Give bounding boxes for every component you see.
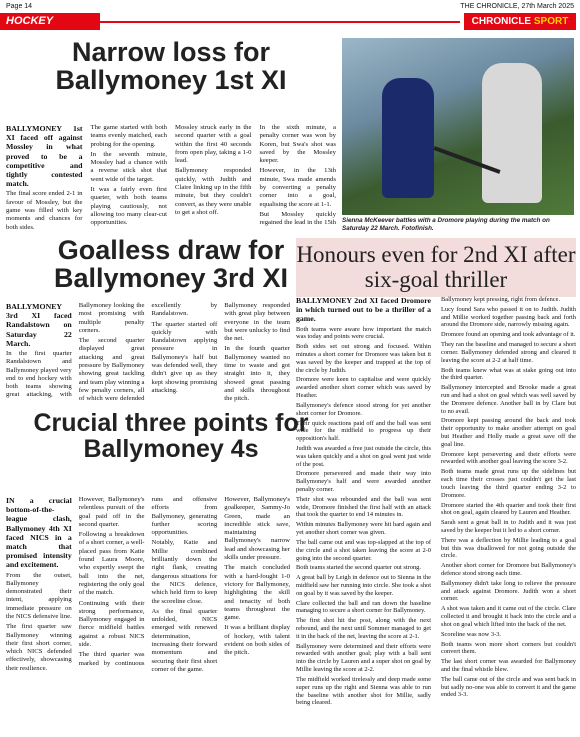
paragraph: Ballymoney responded quickly, with Judith and Claire linking up in the fifth minute, but they couldn't convert, as they were unable to get a shot off. [175,167,252,216]
paragraph: Another short corner for Dromore but Ballymoney's defence stood strong each time. [441,562,576,577]
paragraph: Both sides set out strong and focused. Within minutes a short corner for Dromore was taken but it was saved by the keeper and trapped at the top of the circle by Judith. [296,343,431,374]
paragraph: However, Ballymoney's goalkeeper, Sammy-Jo Green, made an incredible stick save, maintaining Ballymoney's narrow lead and showcasing her skills under pressure. [224,496,290,562]
paragraph: Following a breakdown of a short corner, a well-placed pass from Katie found Laura Moore, who expertly swept the ball into the net, registering the only goal of the match. [78,531,145,597]
page-number: Page 14 [6,3,33,10]
paragraph: In the seventh minute, Mossley had a chance with a reverse stick shot that went wide of the target. [90,150,167,183]
paragraph: It was a fairly even first quarter, with both teams playing cautiously, not allowing too many clear-cut opportunities. [90,186,167,227]
paragraph: Ballymoney responded with great play between everyone in the team but were unlucky to find the net. [224,302,290,343]
paragraph: Continuing with their strong performance, Ballymoney engaged in fierce midfield battles against a robust NICS side. [78,599,145,649]
story-lead: BALLYMONEY 2nd XI faced Dromore in which turned out to be a thriller of a game. [296,296,431,324]
paragraph: The quarter started off quickly with Randalstown applying pressure in Ballymoney's half but was defended well, they didn't give up as they kept showing promising attacking. [151,320,218,394]
paragraph: Lucy found Sara who passed it on to Judith. Judith and Millie worked together passing back and forth around the Dromore side, narrowly missing again. [441,305,576,329]
paragraph: The first quarter saw Ballymoney winning their first short corner, which NICS defended effectively, showcasing their resilience. [6,623,72,672]
paragraph: Dromore started the 4th quarter and took their first shot on goal, again cleared by Lauren and Heather. [441,501,576,517]
paragraph: The final score ended 2-1 in favour of Mossley, but the game was filled with key moments and chances for both sides. [6,190,83,231]
section-label-hockey: HOCKEY [0,13,100,30]
sport-label-part2: SPORT [533,16,569,27]
paragraph: The third quarter was marked by continuous runs and offensive efforts from Ballymoney, generating further scoring opportunities. [78,496,218,667]
match-photo [342,38,574,215]
page-header [0,0,580,12]
paragraph: Their shot was rebounded and the ball was sent wide, Dromore finished the first half with an attack that took the quarter to end 14 minutes in. [296,495,431,519]
paragraph: Mossley struck early in the second quarter with a goal within the first 40 seconds from open play, taking a 1-0 lead. [175,124,252,165]
publication-date: THE CHRONICLE, 27th March 2025 [460,3,574,10]
paragraph: Dromore persevered and made their way into Ballymoney's half and were awarded another penalty corner. [296,470,431,493]
paragraph: Both teams knew what was at stake going out into the third quarter. [441,366,576,382]
story-lead: BALLYMONEY 1st XI faced off against Mossley in what proved to be a competitive and tightly contested match. [6,124,83,189]
paragraph: The midfield worked tirelessly and deep made some super runs up the right and Sienna was able to run the baseline with another shot for Millie, sadly being cleared. [296,675,431,707]
story-headline-4th-xi: Crucial three points for Ballymoney 4s [33,409,309,464]
paragraph: Within minutes Ballymoney were hit hard again and yet another short corner was given. [296,521,431,537]
paragraph: The last short corner was awarded for Ballymoney and the final whistle blew. [441,658,576,673]
paragraph: Dromore were keen to capitalise and were quickly awarded another short corner which was saved by Heather. [296,376,431,400]
story-lead: BALLYMONEY 3rd XI faced Randalstown on Saturday 22 March. [6,302,72,348]
player-figure [482,63,542,203]
paragraph: However, Ballymoney's relentless pursuit of the goal paid off in the second quarter. [78,496,145,528]
story-headline-1st-xi: Narrow loss for Ballymoney 1st XI [55,37,287,96]
paragraph: Dromore kept persevering and their efforts were rewarded with another goal leaving the score 3-2. [441,450,576,466]
paragraph: The game started with both teams evenly matched, each probing for the opening. [90,124,167,148]
photo-caption: Sienna McKeever battles with a Dromore playing during the match on Saturday 22 March. Fotofinish. [342,217,550,232]
paragraph: As the final quarter unfolded, NICS emerged with renewed determination, increasing their forward momentum and securing their first short corner of the game. [151,607,218,673]
paragraph: Ballymoney didn't take long to relieve the pressure and attack against Dromore. Judith won a short corner. [441,579,576,603]
paragraph: Ballymoney kept pressing, right from defence. [441,296,561,303]
paragraph: Dromore found an opening and took advantage of it. [441,331,576,339]
paragraph: Ballymoney's defence stood strong for yet another short corner for Dromore. [296,401,431,417]
paragraph: Both teams won more short corners but couldn't convert them. [441,640,576,656]
paragraph: The first shot hit the post, along with the next rebound, and the next until Sommer managed to get it in the back of the net, leaving the score at 2-1. [296,617,431,640]
sport-label-part1: CHRONICLE [471,16,532,27]
paragraph: However, in the 13th minute, Swa made amends by converting a penalty corner into a goal, equalising the score at 1-1. [259,167,336,208]
paragraph: From the outset, Ballymoney demonstrated their intent, applying immediate pressure on the NICS defensive line. [6,571,72,620]
paragraph: The ball came out of the circle and was sent back in but sadly no-one was able to convert it and the game ended 3-3. [441,675,576,699]
story-headline-2nd-xi: Honours even for 2nd XI after six-goal thriller [296,238,576,297]
paragraph: Sarah sent a great ball in to Judith and it was just saved by the keeper but it led to a short corner. [441,519,576,534]
story-body-2nd-xi [296,296,576,732]
story-headline-3rd-xi: Goalless draw for Ballymoney 3rd XI [53,235,289,294]
story-body-4th-xi [6,496,290,732]
paragraph: Notably, Katie and Millie combined brilliantly down the right flank, creating dangerous situations for the NICS defence, which held firm to keep the scoreline close. [151,539,218,605]
section-rule [100,21,460,23]
paragraph: A shot was taken and it came out of the circle. Clare collected it and brought it back into the circle and a shot on goal which lifted into the back of the net. [441,605,576,628]
paragraph: There was a deflection by Millie leading to a goal but this was disallowed for not going outside the circle. [441,536,576,560]
story-body-3rd-xi [6,302,290,404]
paragraph: In the fourth quarter Ballymoney wanted no time to waste and got straight into it, they showed great passing and skills throughout the pitch. [224,345,290,403]
player-figure [382,78,434,198]
paragraph: Scoreline was now 3-3. [441,630,501,638]
story-body-1st-xi [6,124,336,232]
story-lead: IN a crucial bottom-of-the-league clash, Ballymoney 4th XI faced NICS in a match that promised intensity and excitement. [6,496,72,570]
paragraph: In the first quarter Randalstown and Ballymoney played very end to end hockey with both teams showing great attacking, with Ballymoney looking the most promising with multiple penalty corners. [6,302,145,399]
paragraph: They ran the baseline and managed to secure a short corner. Ballymoney defended strong and cleared it leaving the score at 2-2 at half time. [441,341,576,364]
paragraph: Judith was awarded a free just outside the circle, this was taken quickly and a shot on goal went just wide of the post. [296,444,431,468]
paragraph: Dromore kept passing around the back and took their opportunity to make another attempt on goal but Heather and Holly made a great save off the goal line. [441,417,576,448]
paragraph: It was a brilliant display of hockey, with talent evident on both sides of the pitch. [224,624,290,657]
paragraph: Ballymoney were determined and their efforts were rewarded with another goal; play with a ball sent into the circle by Lauren and a super shot on goal by Millie leaving the score at 2-2. [296,642,431,674]
paragraph: But Mossley quickly regained the lead in the 15th [259,210,336,227]
section-label-sport [464,13,576,30]
paragraph: Both teams made great runs up the sidelines but each time their crosses just couldn't get the last touch leaving the third quarter ending 3-2 to Dromore. [441,468,576,499]
paragraph: Both teams were aware how important the match was today and points were crucial. [296,325,431,341]
paragraph: Clare collected the ball and ran down the baseline managing to secure a short corner for Ballymoney. [296,599,431,615]
section-banner [0,13,580,30]
paragraph: The second quarter displayed great attacking and great pressure by Ballymoney showing great tackling and team play winning a few penalty corners, all of which were defended excellently by Randalstown. [78,302,218,403]
paragraph: The ball came out and was top-slapped at the top of the circle and a shot taken leaving the score at 2-0 going into the second quarter. [296,538,431,562]
paragraph: Their quick reactions paid off and the ball was sent wide for the midfield to progress up their opposition's half. [296,419,431,443]
paragraph: In the sixth minute, a penalty corner was won by Koren, but Swa's shot was saved by the Mossley keeper. [259,124,336,165]
paragraph: A great ball by Leigh in defence out to Sienna in the midfield saw her running into circle. She took a shot on goal by it was saved by the keeper. [296,574,431,597]
paragraph: Ballymoney intercepted and Brooke made a great run and had a shot on goal which was well saved by the Dromore defence. Another ball in by Clare but to no avail. [441,384,576,415]
paragraph: The match concluded with a hard-fought 1-0 victory for Ballymoney, highlighting the skill and tenacity of both teams throughout the game. [224,564,290,622]
paragraph: Both teams started the second quarter out strong. [296,564,421,572]
